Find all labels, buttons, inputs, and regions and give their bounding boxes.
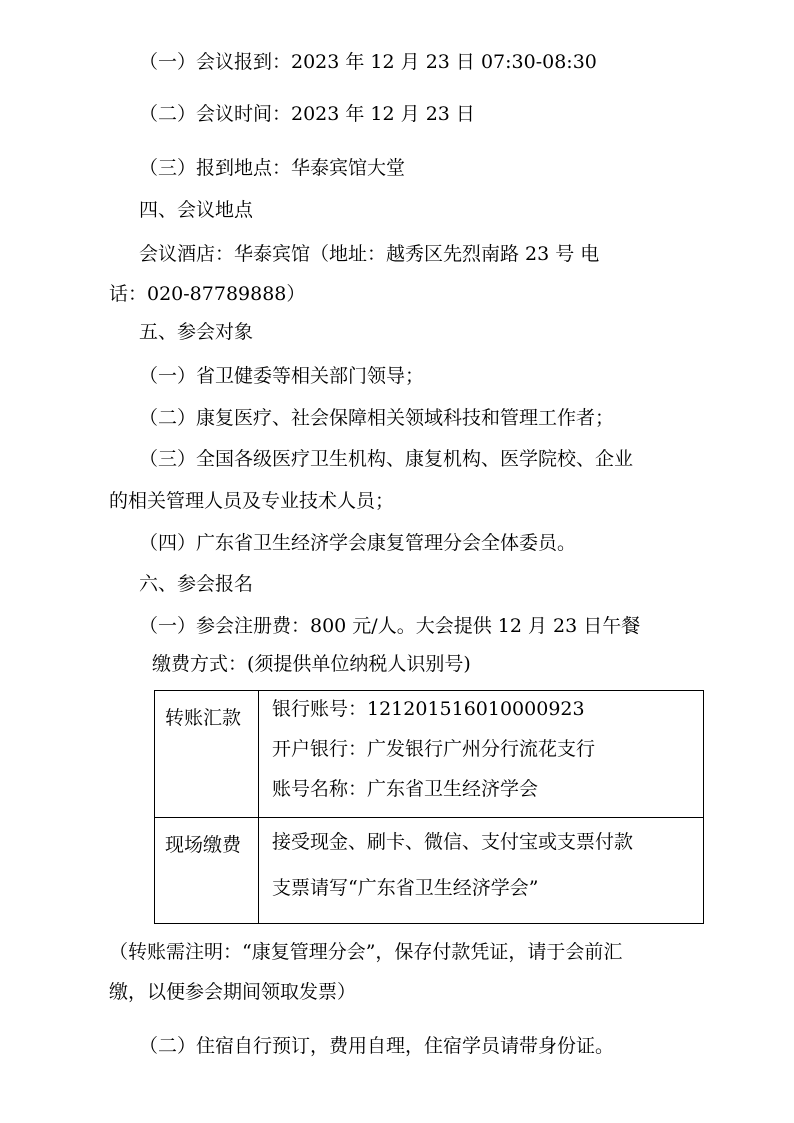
onsite-details: [259, 818, 704, 924]
register-place-line: （三）报到地点：华泰宾馆大堂: [139, 157, 406, 179]
audience-item-2: （二）康复医疗、社会保障相关领域科技和管理工作者；: [139, 407, 615, 429]
payment-table: [154, 690, 704, 924]
section-4-heading: 四、会议地点: [139, 199, 254, 221]
onsite-label: 现场缴费: [155, 818, 259, 924]
section-6-heading: 六、参会报名: [139, 573, 254, 595]
cheque-note: 支票请写“广东省卫生经济学会”: [272, 877, 539, 899]
onsite-methods: 接受现金、刷卡、微信、支付宝或支票付款: [272, 831, 634, 853]
transfer-label: 转账汇款: [155, 691, 259, 818]
meeting-time-line: （二）会议时间：2023 年 12 月 23 日: [139, 103, 475, 125]
transfer-note-line-2: 缴，以便参会期间领取发票）: [109, 981, 357, 1003]
account-name: 账号名称：广东省卫生经济学会: [272, 778, 539, 800]
fee-line: （一）参会注册费：800 元/人。大会提供 12 月 23 日午餐: [139, 615, 641, 637]
hotel-line-2: 话：020-87789888）: [109, 283, 306, 305]
audience-item-1: （一）省卫健委等相关部门领导；: [139, 365, 425, 387]
audience-item-3-line-1: （三）全国各级医疗卫生机构、康复机构、医学院校、企业: [139, 448, 634, 470]
lodging-line: （二）住宿自行预订，费用自理，住宿学员请带身份证。: [139, 1035, 615, 1057]
table-row: [155, 818, 704, 924]
bank-account: 银行账号：121201516010000923: [272, 698, 585, 720]
bank-name: 开户银行：广发银行广州分行流花支行: [272, 738, 596, 760]
table-row: [155, 691, 704, 818]
hotel-line-1: 会议酒店：华泰宾馆（地址：越秀区先烈南路 23 号 电: [139, 243, 600, 265]
transfer-details: [259, 691, 704, 818]
register-line: （一）会议报到：2023 年 12 月 23 日 07:30-08:30: [139, 51, 597, 73]
section-5-heading: 五、参会对象: [139, 321, 254, 343]
payment-method-line: 缴费方式：(须提供单位纳税人识别号): [152, 653, 471, 675]
audience-item-3-line-2: 的相关管理人员及专业技术人员；: [109, 490, 395, 512]
transfer-note-line-1: （转账需注明：“康复管理分会”，保存付款凭证，请于会前汇: [109, 941, 623, 963]
audience-item-4: （四）广东省卫生经济学会康复管理分会全体委员。: [139, 532, 577, 554]
